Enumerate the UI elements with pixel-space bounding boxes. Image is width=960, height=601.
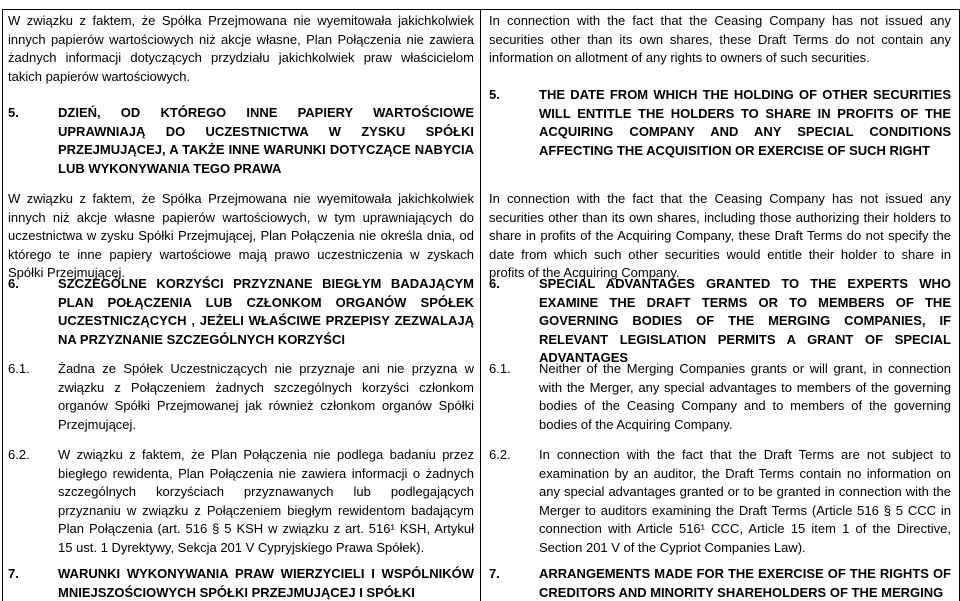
item-text: Neither of the Merging Companies grants or will grant, in connection with the Merger, any special advantages to members of the governing bodies of the Ceasing Company and to members of the governing bodies of the Acquiring Company.	[539, 361, 951, 432]
section-heading: ARRANGEMENTS MADE FOR THE EXERCISE OF THE RIGHTS OF CREDITORS AND MINORITY SHAREHOLDERS OF THE MERGING	[539, 566, 951, 600]
paragraph-text: In connection with the fact that the Ceasing Company has not issued any securities other than its own shares, including those authorizing their holders to share in profits of the Acquiring Company, these Draft Terms do not specify the date from which such other securities would entitle their holder to share in profits of the Acquiring Company.	[489, 191, 951, 280]
section-heading: DZIEŃ, OD KTÓREGO INNE PAPIERY WARTOŚCIOWE UPRAWNIAJĄ DO UCZESTNICTWA W ZYSKU SPÓŁKI PRZEJMUJĄCEJ, A TAKŻE INNE WARUNKI DOTYCZĄCE NABYCIA LUB WYKONYWANIA TEGO PRAWA	[58, 105, 474, 176]
intro-paragraph-en	[489, 12, 951, 68]
paragraph-text: W związku z faktem, że Spółka Przejmowana nie wyemitowała jakichkolwiek innych niż akcje własne papierów wartościowych, w tym uprawniających do uczestnictwa w zysku Spółki Przejmującej, Plan Połączenia nie określa dnia, od którego te inne papiery wartościowe mają prawo uczestniczenia w zyskach Spółki Przejmującej.	[8, 191, 474, 280]
section-number: 7.	[8, 566, 19, 581]
section-number: 7.	[489, 566, 500, 581]
section-7-heading-pl	[8, 565, 474, 601]
item-number: 6.1.	[8, 361, 30, 376]
intro-paragraph-pl	[8, 12, 474, 86]
item-text: W związku z faktem, że Plan Połączenia nie podlega badaniu przez biegłego rewidenta, Plan Połączenia nie zawiera informacji o żadnych szczególnych korzyściach przyznawanych lub podlegających przyznaniu w związku z Połączeniem biegłym rewidentom badającym Plan Połączenia (art. 516 § 5 KSH w związku z art. 516¹ KSH, Artykuł 15 ust. 1 Dyrektywy, Sekcja 201 V Cypryjskiego Prawa Spółek).	[58, 447, 474, 555]
section-6-heading-en	[489, 275, 951, 368]
column-divider	[480, 9, 481, 601]
paragraph-text: In connection with the fact that the Ceasing Company has not issued any securities other than its own shares, these Draft Terms do not contain any information on allotment of any rights to owners of such securities.	[489, 13, 951, 65]
section-5-body-en	[489, 190, 951, 283]
item-text: Żadna ze Spółek Uczestniczących nie przyznaje ani nie przyzna w związku z Połączeniem żadnych szczególnych korzyści członkom organów Spółki Przejmowanej jak również członkom organów Spółki Przejmującej.	[58, 361, 474, 432]
section-6-1-en	[489, 360, 951, 434]
section-6-heading-pl	[8, 275, 474, 349]
section-7-heading-en	[489, 565, 951, 601]
section-number: 6.	[8, 276, 19, 291]
section-heading: SPECIAL ADVANTAGES GRANTED TO THE EXPERTS WHO EXAMINE THE DRAFT TERMS OR TO MEMBERS OF THE GOVERNING BODIES OF THE MERGING COMPANIES, IF RELEVANT LEGISLATION PERMITS A GRANT OF SPECIAL ADVANTAGES	[539, 276, 951, 365]
item-number: 6.2.	[8, 447, 30, 462]
section-heading: WARUNKI WYKONYWANIA PRAW WIERZYCIELI I WSPÓLNIKÓW MNIEJSZOŚCIOWYCH SPÓŁKI PRZEJMUJĄCEJ I SPÓŁKI	[58, 566, 474, 600]
item-number: 6.1.	[489, 361, 511, 376]
section-5-heading-en	[489, 86, 951, 160]
section-number: 5.	[489, 87, 500, 102]
section-6-2-en	[489, 446, 951, 557]
section-heading: THE DATE FROM WHICH THE HOLDING OF OTHER SECURITIES WILL ENTITLE THE HOLDERS TO SHARE IN PROFITS OF THE ACQUIRING COMPANY AND ANY SPECIAL CONDITIONS AFFECTING THE ACQUISITION OR EXERCISE OF SUCH RIGHT	[539, 87, 951, 158]
section-6-1-pl	[8, 360, 474, 434]
paragraph-text: W związku z faktem, że Spółka Przejmowana nie wyemitowała jakichkolwiek innych papierów wartościowych niż akcje własne, Plan Połączenia nie zawiera żadnych informacji dotyczących przydziału jakichkolwiek praw właścicielom takich papierów wartościowych.	[8, 13, 474, 84]
item-number: 6.2.	[489, 447, 511, 462]
section-heading: SZCZEGÓLNE KORZYŚCI PRZYZNANE BIEGŁYM BADAJĄCYM PLAN POŁĄCZENIA LUB CZŁONKOM ORGANÓW SPÓŁEK UCZESTNICZĄCYCH , JEŻELI WŁAŚCIWE PRZEPISY ZEZWALAJĄ NA PRZYZNANIE SZCZEGÓLNYCH KORZYŚCI	[58, 276, 474, 347]
section-number: 5.	[8, 105, 19, 120]
item-text: In connection with the fact that the Draft Terms are not subject to examination by an auditor, the Draft Terms contain no information on any special advantages granted or to be granted in connection with the Merger to auditors examining the Draft Terms (Article 516 § 5 CCC in connection with Article 516¹ CCC, Article 15 item 1 of the Directive, Section 201 V of the Cypriot Companies Law).	[539, 447, 951, 555]
section-number: 6.	[489, 276, 500, 291]
section-5-body-pl	[8, 190, 474, 283]
section-5-heading-pl	[8, 104, 474, 178]
section-6-2-pl	[8, 446, 474, 557]
